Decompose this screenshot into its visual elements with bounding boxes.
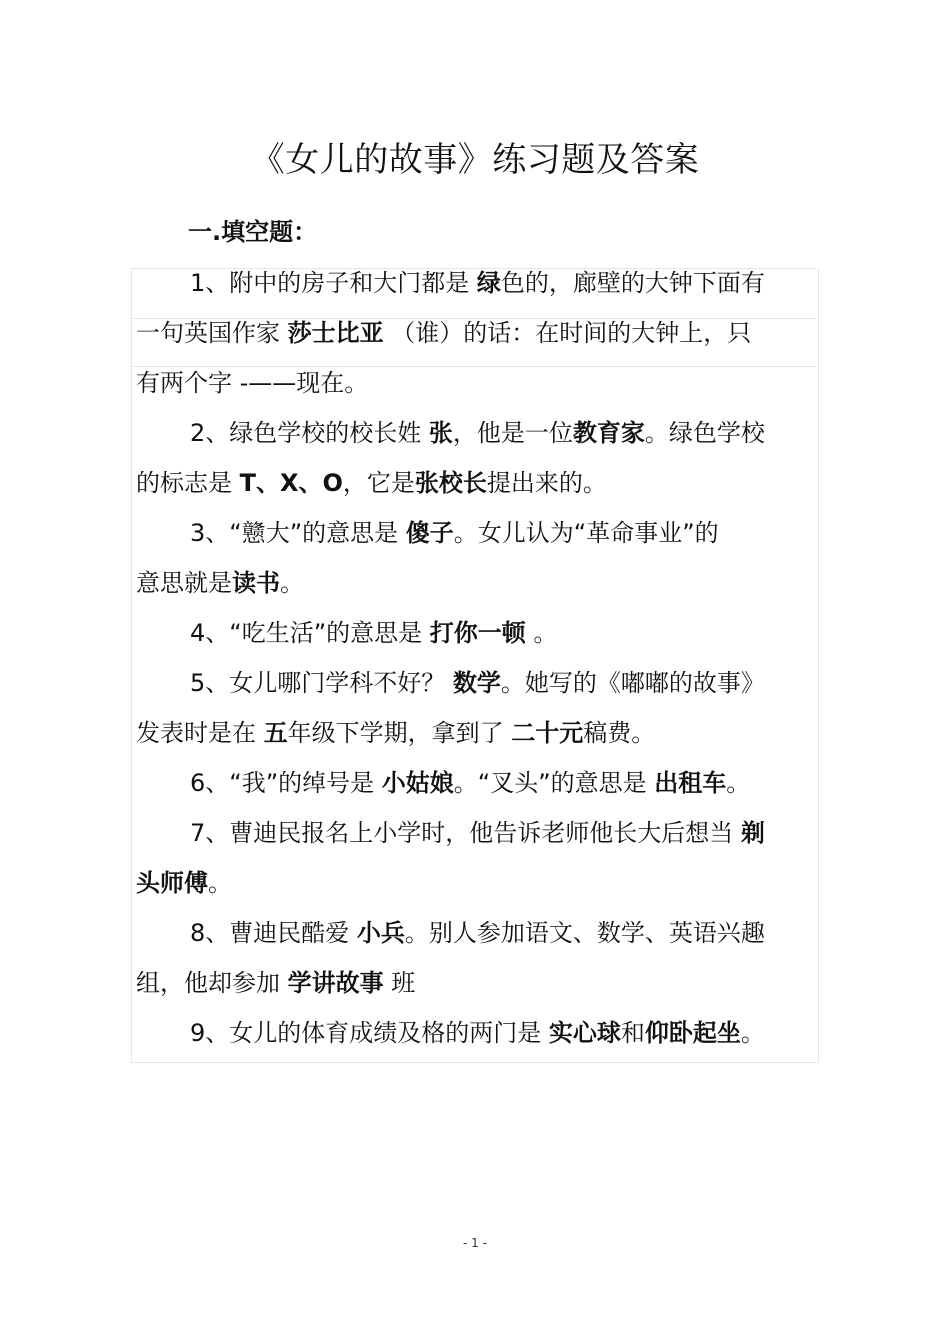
- answer-text: 读书: [232, 569, 280, 597]
- text-line: [136, 858, 816, 908]
- question-text: ，它是: [342, 469, 415, 497]
- question-text: 。: [525, 619, 558, 647]
- text-line: [136, 358, 816, 408]
- question-text: 一句英国作家: [136, 319, 288, 347]
- answer-text: T、X、O: [239, 469, 343, 497]
- question-text: 。: [740, 1019, 765, 1047]
- answer-text: 绿: [476, 269, 501, 297]
- answer-text: 张校长: [414, 469, 487, 497]
- text-line: [136, 758, 816, 808]
- text-line: [136, 808, 816, 858]
- answer-text: 学讲故事: [287, 969, 384, 997]
- text-line: [136, 508, 816, 558]
- question-text: 提出来的。: [486, 469, 607, 497]
- text-line: [136, 658, 816, 708]
- text-line: [136, 308, 816, 358]
- question-text: 。绿色学校: [644, 419, 765, 447]
- answer-text: 五: [263, 719, 288, 747]
- question-text: 的标志是: [136, 469, 240, 497]
- question-text: 色的，廊壁的大钟下面有: [500, 269, 765, 297]
- question-text: 2、绿色学校的校长姓: [190, 419, 429, 447]
- text-line: [136, 408, 816, 458]
- page-number: - 1 -: [463, 1236, 487, 1250]
- text-line: [136, 908, 816, 958]
- answer-text: 小兵: [356, 919, 405, 947]
- question-text: 和: [620, 1019, 645, 1047]
- text-line: [136, 608, 816, 658]
- text-line: [136, 258, 816, 308]
- text-line: [136, 958, 816, 1008]
- question-text: 。女儿认为“革命事业”的: [453, 519, 719, 547]
- question-text: 有两个字 -——现在。: [136, 369, 369, 397]
- question-text: 。: [280, 569, 304, 597]
- question-text: 班: [383, 969, 416, 997]
- answer-text: 傻子: [405, 519, 454, 547]
- answer-text: 数学: [452, 669, 501, 697]
- answer-text: 教育家: [572, 419, 645, 447]
- answer-text: 剃: [740, 819, 765, 847]
- question-text: 稿费。: [583, 719, 656, 747]
- section-heading: 一.填空题：: [188, 218, 318, 246]
- answer-text: 张: [428, 419, 453, 447]
- text-line: [136, 558, 816, 608]
- text-line: [136, 458, 816, 508]
- question-text: 组，他却参加: [136, 969, 288, 997]
- answer-text: 莎士比亚: [287, 319, 384, 347]
- question-text: 1、附中的房子和大门都是: [190, 269, 477, 297]
- question-text: 年级下学期，拿到了: [287, 719, 512, 747]
- question-text: 7、曹迪民报名上小学时，他告诉老师他长大后想当: [190, 819, 741, 847]
- question-text: 。: [726, 769, 751, 797]
- answer-text: 小姑娘: [381, 769, 454, 797]
- answer-text: 二十元: [511, 719, 584, 747]
- question-text: 5、女儿哪门学科不好？: [190, 669, 453, 697]
- answer-text: 打你一顿: [429, 619, 526, 647]
- question-text: 3、“戆大”的意思是: [190, 519, 406, 547]
- question-text: 。她写的《嘟嘟的故事》: [500, 669, 765, 697]
- question-text: 。别人参加语文、数学、英语兴趣: [404, 919, 765, 947]
- question-text: （谁）的话：在时间的大钟上，只: [383, 319, 752, 347]
- question-text: 8、曹迪民酷爱: [190, 919, 357, 947]
- text-line: [136, 708, 816, 758]
- question-text: 意思就是: [136, 569, 232, 597]
- text-line: [136, 1008, 816, 1058]
- page-title: 《女儿的故事》练习题及答案: [250, 140, 700, 180]
- question-text: 发表时是在: [136, 719, 264, 747]
- answer-text: 出租车: [654, 769, 727, 797]
- question-list: [136, 258, 816, 1058]
- question-text: 。“叉头”的意思是: [453, 769, 655, 797]
- question-text: 6、“我”的绰号是: [190, 769, 382, 797]
- question-text: 。: [208, 869, 232, 897]
- answer-text: 仰卧起坐: [644, 1019, 741, 1047]
- answer-text: 头师傅: [136, 869, 208, 897]
- question-text: 4、“吃生活”的意思是: [190, 619, 430, 647]
- question-text: ，他是一位: [452, 419, 573, 447]
- question-text: 9、女儿的体育成绩及格的两门是: [190, 1019, 549, 1047]
- answer-text: 实心球: [548, 1019, 621, 1047]
